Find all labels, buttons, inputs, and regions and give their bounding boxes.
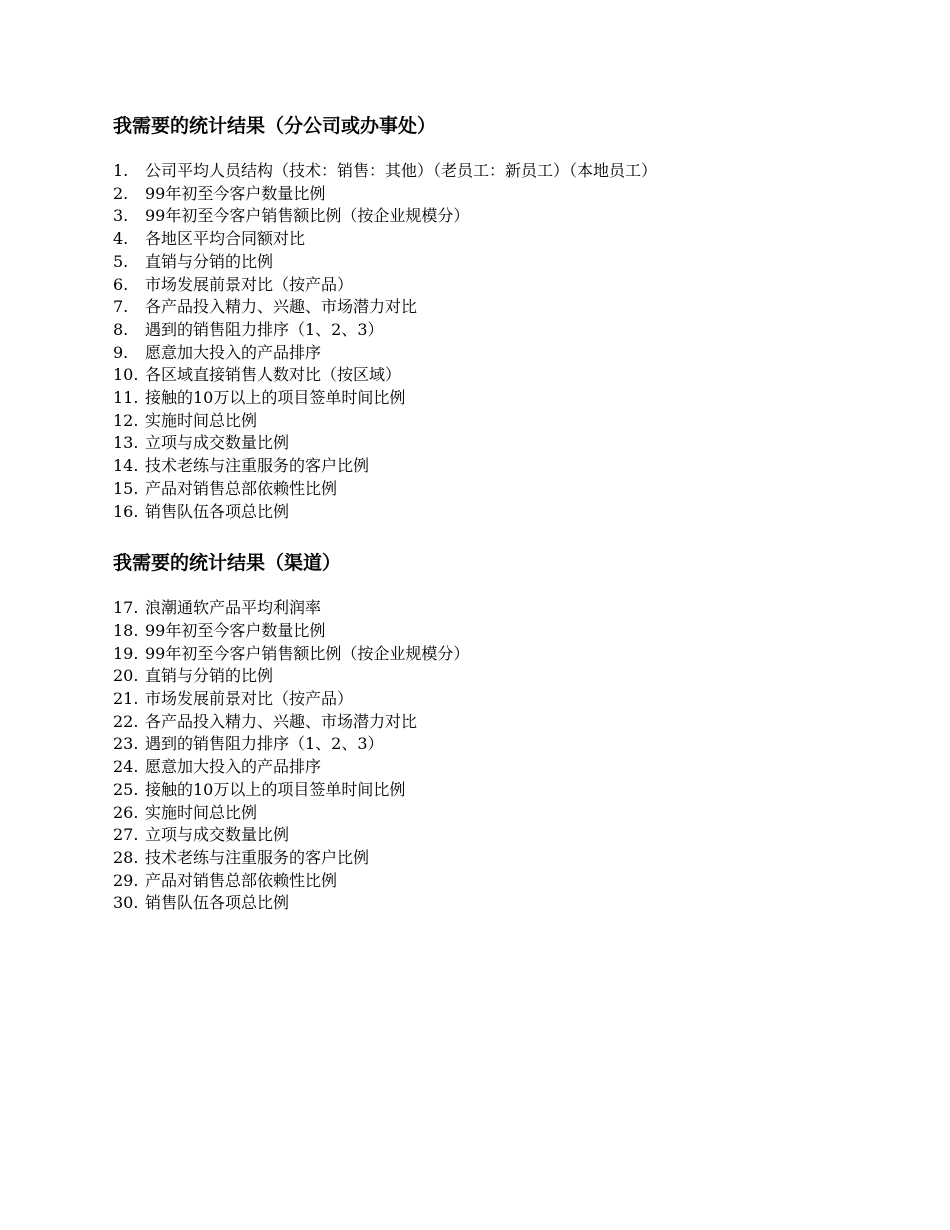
list-item	[113, 643, 893, 666]
list-item	[113, 711, 893, 734]
item-number: 30.	[113, 893, 139, 913]
item-text: 愿意加大投入的产品排序	[145, 757, 322, 777]
item-text: 市场发展前景对比（按产品）	[145, 689, 354, 709]
item-text: 销售队伍各项总比例	[145, 893, 290, 913]
branch-stats-list	[113, 160, 893, 523]
item-text: 各产品投入精力、兴趣、市场潜力对比	[145, 297, 418, 317]
item-text: 直销与分销的比例	[145, 666, 274, 686]
list-item	[113, 847, 893, 870]
item-number: 14.	[113, 456, 139, 476]
item-text: 公司平均人员结构（技术：销售：其他）（老员工：新员工）（本地员工）	[145, 161, 658, 180]
list-item	[113, 779, 893, 802]
list-item	[113, 183, 893, 206]
item-number: 9.	[113, 342, 129, 362]
item-number: 18.	[113, 620, 139, 640]
section-title-channel: 我需要的统计结果（渠道）	[113, 552, 342, 575]
item-number: 8.	[113, 319, 129, 339]
item-number: 19.	[113, 643, 139, 663]
item-number: 28.	[113, 847, 139, 867]
list-item	[113, 478, 893, 501]
item-text: 技术老练与注重服务的客户比例	[145, 847, 370, 867]
item-number: 7.	[113, 297, 129, 317]
list-item	[113, 205, 893, 228]
item-number: 11.	[113, 388, 139, 408]
list-item	[113, 364, 893, 387]
list-item	[113, 688, 893, 711]
item-number: 3.	[113, 206, 129, 226]
item-number: 24.	[113, 757, 139, 777]
item-text: 各地区平均合同额对比	[145, 229, 306, 249]
list-item	[113, 274, 893, 297]
item-text: 愿意加大投入的产品排序	[145, 342, 322, 362]
list-item	[113, 455, 893, 478]
list-item	[113, 824, 893, 847]
section-title-branch: 我需要的统计结果（分公司或办事处）	[113, 115, 437, 137]
list-item	[113, 620, 893, 643]
item-text: 产品对销售总部依赖性比例	[145, 870, 338, 890]
list-item	[113, 342, 893, 365]
list-item	[113, 410, 893, 433]
item-text: 各产品投入精力、兴趣、市场潜力对比	[145, 711, 418, 731]
channel-stats-list	[113, 597, 893, 915]
item-text: 产品对销售总部依赖性比例	[145, 478, 338, 498]
item-number: 10.	[113, 365, 139, 385]
item-text: 遇到的销售阻力排序（1、2、3）	[145, 319, 384, 339]
item-number: 20.	[113, 666, 139, 686]
list-item	[113, 387, 893, 410]
item-number: 1.	[113, 161, 129, 180]
list-item	[113, 251, 893, 274]
document-page	[113, 112, 893, 915]
item-text: 99年初至今客户销售额比例（按企业规模分）	[145, 206, 470, 226]
item-number: 6.	[113, 274, 129, 294]
list-item	[113, 802, 893, 825]
item-text: 实施时间总比例	[145, 410, 258, 430]
item-number: 13.	[113, 433, 139, 453]
item-text: 浪潮通软产品平均利润率	[145, 598, 322, 618]
list-item	[113, 432, 893, 455]
list-item	[113, 228, 893, 251]
item-number: 12.	[113, 410, 139, 430]
item-text: 各区域直接销售人数对比（按区域）	[145, 365, 402, 385]
item-text: 实施时间总比例	[145, 802, 258, 822]
item-text: 立项与成交数量比例	[145, 825, 290, 845]
list-item	[113, 319, 893, 342]
item-number: 17.	[113, 598, 139, 618]
item-text: 99年初至今客户数量比例	[145, 620, 326, 640]
item-number: 22.	[113, 711, 139, 731]
list-item	[113, 597, 893, 620]
item-number: 29.	[113, 870, 139, 890]
item-number: 2.	[113, 183, 129, 203]
list-item	[113, 892, 893, 915]
item-text: 接触的10万以上的项目签单时间比例	[145, 388, 406, 408]
item-text: 99年初至今客户销售额比例（按企业规模分）	[145, 643, 470, 663]
item-number: 15.	[113, 478, 139, 498]
item-number: 4.	[113, 229, 129, 249]
item-text: 遇到的销售阻力排序（1、2、3）	[145, 734, 384, 754]
item-number: 16.	[113, 501, 139, 521]
item-text: 市场发展前景对比（按产品）	[145, 274, 354, 294]
list-item	[113, 756, 893, 779]
item-number: 23.	[113, 734, 139, 754]
item-number: 21.	[113, 689, 139, 709]
item-text: 99年初至今客户数量比例	[145, 183, 326, 203]
list-item	[113, 870, 893, 893]
item-number: 25.	[113, 779, 139, 799]
list-item	[113, 296, 893, 319]
list-item	[113, 501, 893, 524]
list-item	[113, 665, 893, 688]
list-item	[113, 733, 893, 756]
item-text: 销售队伍各项总比例	[145, 501, 290, 521]
list-item	[113, 160, 893, 183]
item-text: 立项与成交数量比例	[145, 433, 290, 453]
item-number: 27.	[113, 825, 139, 845]
item-text: 技术老练与注重服务的客户比例	[145, 456, 370, 476]
item-number: 26.	[113, 802, 139, 822]
item-text: 直销与分销的比例	[145, 251, 274, 271]
item-text: 接触的10万以上的项目签单时间比例	[145, 779, 406, 799]
item-number: 5.	[113, 251, 129, 271]
